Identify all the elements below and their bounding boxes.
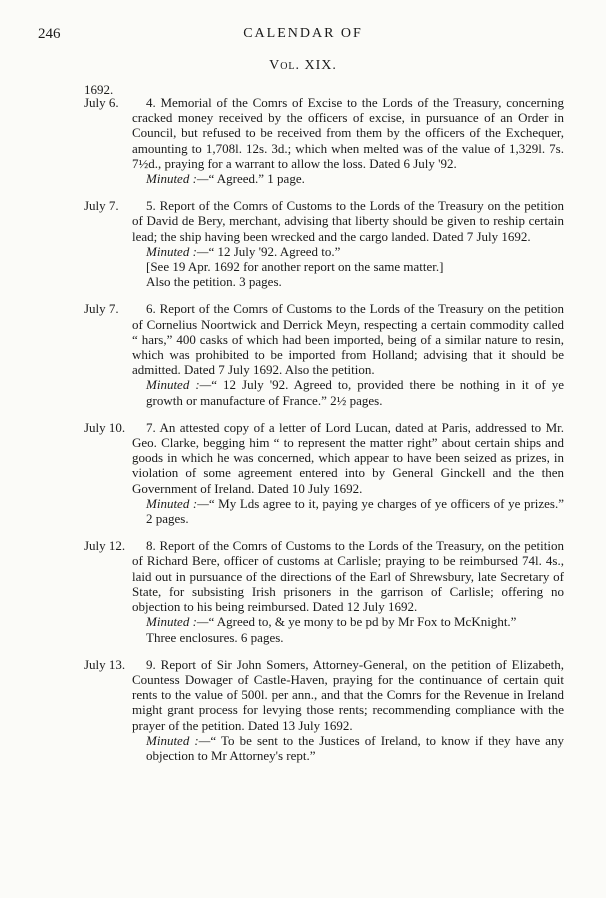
minuted-text: “ To be sent to the Justices of Ireland, to know if they have any objection to Mr Attorney's rept.” <box>146 732 564 763</box>
entry-body <box>132 420 564 526</box>
entry-minute <box>132 614 564 629</box>
minuted-label: Minuted :— <box>146 614 209 630</box>
page-number: 246 <box>38 26 61 42</box>
calendar-entry <box>84 538 564 644</box>
calendar-entry <box>84 301 564 407</box>
minuted-label: Minuted :— <box>146 377 212 393</box>
minuted-text: “ My Lds agree to it, paying ye charges of ye officers of ye prizes.” 2 pages. <box>146 495 565 527</box>
entry-body <box>132 95 564 186</box>
entry-minute <box>132 733 564 763</box>
entry-date: July 10. <box>84 419 126 435</box>
minuted-label: Minuted :— <box>146 495 209 511</box>
entry-note: [See 19 Apr. 1692 for another report on the same matter.] <box>146 259 444 275</box>
entry-text: 5. Report of the Comrs of Customs to the Lords of the Treasury on the petition of David de Bery, merchant, advising that liberty should be given to reship certain lead; the ship having been wrecked and the cargo landed. Dated 7 July 1692. <box>132 198 564 244</box>
entry-date: July 12. <box>84 538 126 554</box>
entry-date: July 7. <box>84 301 119 317</box>
entry-text: 7. An attested copy of a letter of Lord Lucan, dated at Paris, addressed to Mr. Geo. Clarke, begging him “ to represent the matter right” about certain ships and goods in which he was concerned, which appear to have been seized as prizes, in violation of some agreement entered into by General Ginckell and the then Government of Ireland. Dated 10 July 1692. <box>132 419 564 496</box>
minuted-text: “ 12 July '92. Agreed to.” <box>208 243 341 259</box>
calendar-entry <box>84 95 564 186</box>
calendar-entry <box>84 657 564 763</box>
year-label: 1692. <box>84 82 114 97</box>
entry-date: July 6. <box>84 95 119 110</box>
minuted-text: “ Agreed to, & ye mony to be pd by Mr Fox to McKnight.” <box>208 614 517 630</box>
entry-minute <box>132 496 564 526</box>
running-title: CALENDAR OF <box>243 26 363 41</box>
volume-heading: Vol. XIX. <box>269 58 337 73</box>
minuted-text: “ 12 July '92. Agreed to, provided there be nothing in it of ye growth or manufacture of France.” 2½ pages. <box>146 377 564 408</box>
entry-note: Three enclosures. 6 pages. <box>146 629 284 645</box>
entry-minute <box>132 377 564 407</box>
entry-minute <box>132 244 564 259</box>
entry-body <box>132 657 564 763</box>
entry-text: 8. Report of the Comrs of Customs to the Lords of the Treasury, on the petition of Richard Bere, officer of customs at Carlisle; praying to be reimbursed 74l. 4s., laid out in pursuance of the directions of the Earl of Shrewsbury, late Secretary of State, for subsisting Irish prisoners in the garrison of Carlisle; offering no objection to his being reimbursed. Dated 12 July 1692. <box>132 538 564 615</box>
minuted-label: Minuted :— <box>146 171 209 187</box>
minuted-text: “ Agreed.” 1 page. <box>208 171 305 187</box>
calendar-entry <box>84 420 564 526</box>
minuted-label: Minuted :— <box>146 732 211 748</box>
entry-body <box>132 301 564 407</box>
entry-body <box>132 198 564 289</box>
entry-text: 4. Memorial of the Comrs of Excise to the Lords of the Treasury, concerning cracked money received by the officers of excise, in pursuance of an Order in Council, but refused to be received from them by the officers of the Exchequer, amounting to 1,708l. 12s. 3d.; which when melted was of the value of 1,329l. 7s. 7½d., praying for a warrant to allow the loss. Dated 6 July '92. <box>132 95 564 171</box>
entry-minute <box>132 171 564 186</box>
entry-note: Also the petition. 3 pages. <box>146 274 282 290</box>
entry-body <box>132 538 564 644</box>
calendar-entry <box>84 198 564 289</box>
entry-text: 6. Report of the Comrs of Customs to the Lords of the Treasury on the petition of Cornelius Noortwick and Derrick Meyn, respecting a certain commodity called “ hars,” 400 casks of which had been imported, being of a similar nature to resin, which was prohibited to be imported from Holland; advising that it should be admitted. Dated 7 July 1692. Also the petition. <box>132 301 564 378</box>
minuted-label: Minuted :— <box>146 243 209 259</box>
entry-date: July 13. <box>84 656 126 672</box>
calendar-entries <box>84 95 564 775</box>
entry-date: July 7. <box>84 198 119 214</box>
entry-text: 9. Report of Sir John Somers, Attorney-General, on the petition of Elizabeth, Countess Dowager of Castle-Haven, praying for the continuance of certain quit rents to the value of 500l. per ann., and that the Comrs for the Revenue in Ireland might grant process for levying those rents; recommending compliance with the prayer of the petition. Dated 13 July 1692. <box>132 656 564 733</box>
page-header <box>38 26 568 46</box>
